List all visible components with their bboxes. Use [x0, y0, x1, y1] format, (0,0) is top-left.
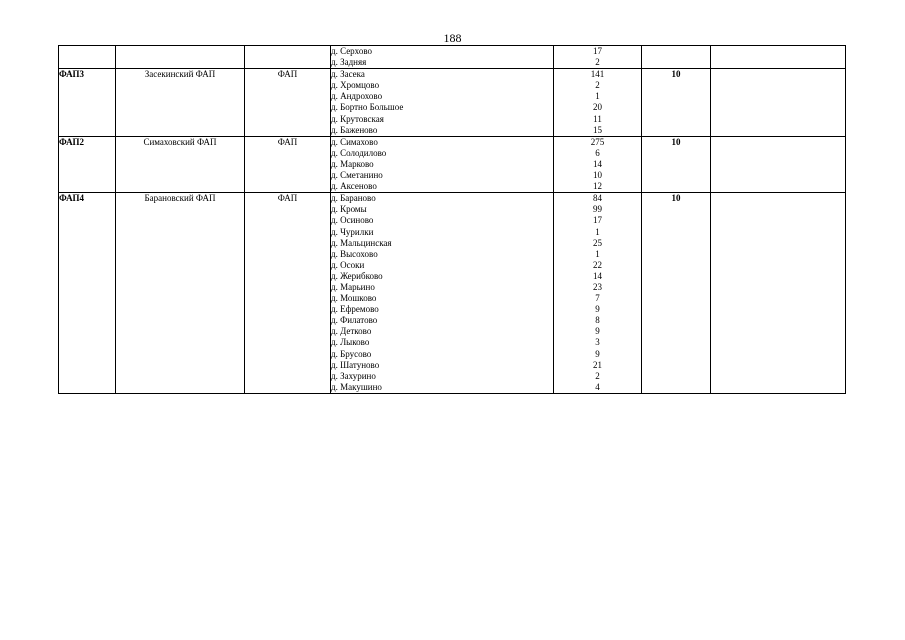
fap-type-cell: [245, 46, 331, 69]
population-count: 21: [593, 359, 602, 370]
village-name: д. Аксеново: [331, 181, 377, 192]
village-name: д. Сметанино: [331, 170, 383, 181]
population-count: 4: [595, 381, 600, 392]
population-count: 9: [595, 304, 600, 315]
population-count: 2: [595, 80, 600, 91]
staff-cell: 10: [642, 136, 711, 192]
village-name: д. Андрохово: [331, 91, 383, 102]
village-name: д. Осоки: [331, 259, 365, 270]
population-count: 20: [593, 102, 602, 113]
population-count: 23: [593, 281, 602, 292]
village-name: д. Серхово: [331, 46, 373, 56]
table-row: [59, 69, 846, 137]
population-count: 10: [593, 170, 602, 181]
table-body: [59, 46, 846, 394]
villages-cell: [331, 193, 554, 394]
population-count: 25: [593, 237, 602, 248]
village-name: д. Филатово: [331, 315, 378, 326]
village-name: д. Макушино: [331, 381, 382, 392]
note-cell: [711, 69, 846, 137]
fap-code-cell: ФАП3: [59, 69, 116, 137]
village-name: д. Мальцинская: [331, 237, 392, 248]
fap-type-cell: ФАП: [245, 193, 331, 394]
population-count: 2: [595, 57, 600, 68]
fap-code-cell: ФАП4: [59, 193, 116, 394]
population-count: 11: [593, 113, 602, 124]
population-count: 22: [593, 259, 602, 270]
population-count: 12: [593, 181, 602, 192]
village-name: д. Брусово: [331, 348, 372, 359]
village-name: д. Кромы: [331, 204, 367, 215]
village-name: д. Крутовская: [331, 113, 384, 124]
fap-table: [58, 45, 846, 394]
villages-cell: [331, 69, 554, 137]
population-count: 1: [595, 248, 600, 259]
note-cell: [711, 46, 846, 69]
villages-cell: [331, 46, 554, 69]
table-row: [59, 46, 846, 69]
village-name: д. Марково: [331, 158, 374, 169]
population-count: 9: [595, 326, 600, 337]
village-name: д. Жерибково: [331, 270, 383, 281]
population-count: 2: [595, 370, 600, 381]
village-name: д. Чурилки: [331, 226, 374, 237]
fap-type-cell: ФАП: [245, 136, 331, 192]
population-count: 141: [590, 69, 605, 80]
village-name: д. Марьино: [331, 281, 375, 292]
fap-code-cell: ФАП2: [59, 136, 116, 192]
population-count: 17: [593, 215, 602, 226]
fap-name-cell: Барановский ФАП: [116, 193, 245, 394]
village-name: д. Засека: [331, 69, 365, 80]
fap-code-cell: [59, 46, 116, 69]
village-name: д. Баженово: [331, 124, 378, 135]
page-number: 188: [443, 31, 462, 45]
table-row: [59, 193, 846, 394]
village-name: д. Шатуново: [331, 359, 380, 370]
village-name: д. Мошково: [331, 293, 377, 304]
village-name: д. Детково: [331, 326, 372, 337]
village-name: д. Солодилово: [331, 147, 387, 158]
staff-cell: [642, 46, 711, 69]
population-count: 15: [593, 124, 602, 135]
village-name: д. Высохово: [331, 248, 378, 259]
population-count: 14: [593, 158, 602, 169]
population-count: 14: [593, 270, 602, 281]
village-name: д. Симахово: [331, 136, 378, 147]
village-name: д. Ефремово: [331, 304, 379, 315]
village-name: д. Захурино: [331, 370, 376, 381]
population-count: 8: [595, 315, 600, 326]
population-cell: [554, 46, 642, 69]
population-cell: [554, 69, 642, 137]
population-count: 275: [590, 136, 605, 147]
population-count: 99: [593, 204, 602, 215]
village-name: д. Задняя: [331, 57, 367, 68]
population-count: 6: [595, 147, 600, 158]
population-count: 84: [593, 193, 602, 204]
villages-cell: [331, 136, 554, 192]
staff-cell: 10: [642, 193, 711, 394]
population-cell: [554, 136, 642, 192]
fap-name-cell: Симаховский ФАП: [116, 136, 245, 192]
village-name: д. Лыково: [331, 337, 370, 348]
population-cell: [554, 193, 642, 394]
village-name: д. Бортно Большое: [331, 102, 404, 113]
population-count: 1: [595, 226, 600, 237]
fap-name-cell: Засекинский ФАП: [116, 69, 245, 137]
population-count: 3: [595, 337, 600, 348]
village-name: д. Хромцово: [331, 80, 380, 91]
fap-type-cell: ФАП: [245, 69, 331, 137]
population-count: 17: [593, 46, 602, 56]
population-count: 9: [595, 348, 600, 359]
population-count: 1: [595, 91, 600, 102]
note-cell: [711, 136, 846, 192]
note-cell: [711, 193, 846, 394]
village-name: д. Бараново: [331, 193, 376, 204]
fap-name-cell: [116, 46, 245, 69]
population-count: 7: [595, 293, 600, 304]
table-row: [59, 136, 846, 192]
staff-cell: 10: [642, 69, 711, 137]
village-name: д. Осиново: [331, 215, 374, 226]
